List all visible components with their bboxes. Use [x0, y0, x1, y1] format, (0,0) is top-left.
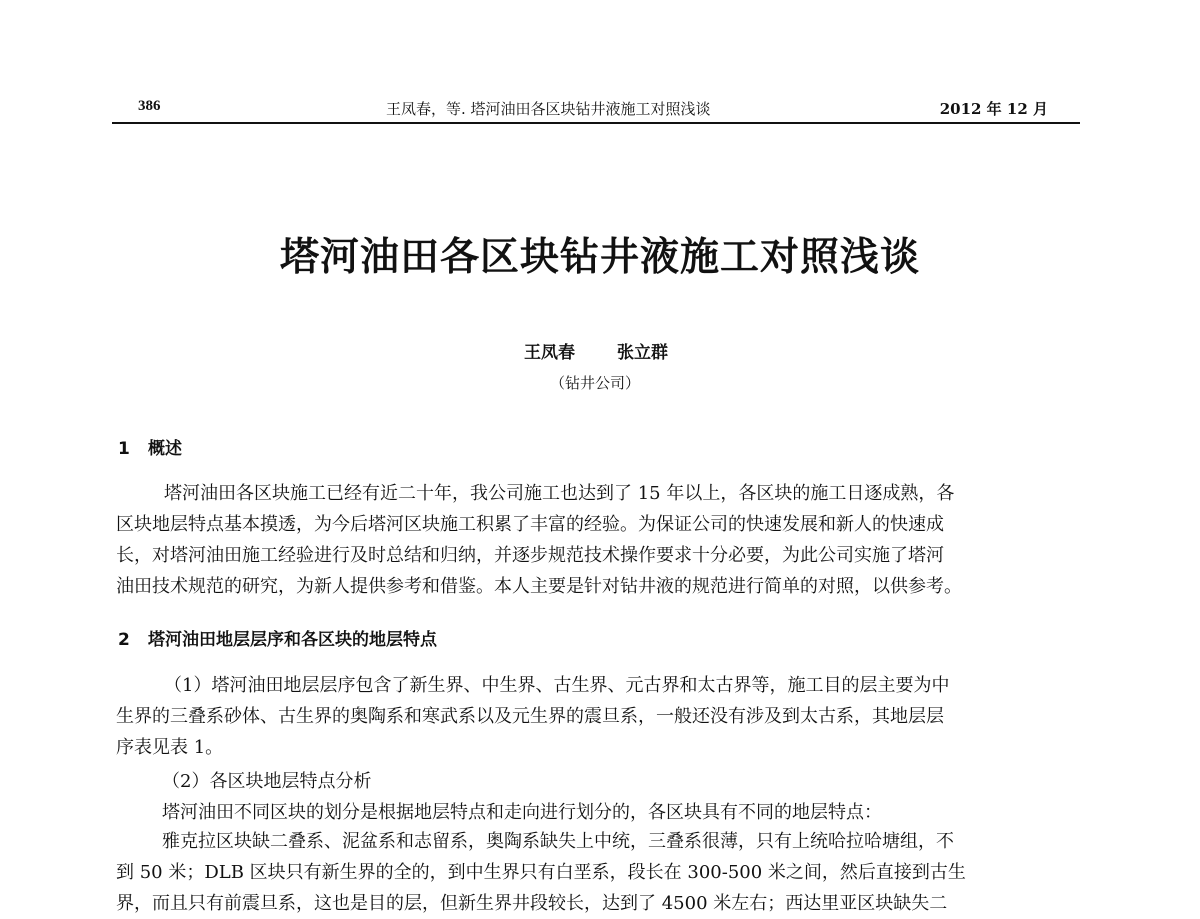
subsection-heading: （2）各区块地层特点分析 [162, 771, 372, 792]
paper-title: 塔河油田各区块钻井液施工对照浅谈 [279, 235, 920, 280]
page-number: 386 [138, 98, 161, 114]
author-name: 王凤春 [524, 343, 576, 363]
text-line: 生界的三叠系砂体、古生界的奥陶系和寒武系以及元生界的震旦系，一般还没有涉及到太古系，其地层层 [116, 706, 944, 727]
paragraph-strata-sequence [116, 670, 1082, 763]
text-line: 序表见表 1。 [116, 737, 224, 758]
section-number: 2 [118, 630, 130, 650]
text-line: （1）塔河油田地层层序包含了新生界、中生界、古生界、元古界和太古界等，施工目的层主要为中 [164, 675, 950, 696]
author-list [0, 338, 1192, 363]
text-line: 区块地层特点基本摸透，为今后塔河区块施工积累了丰富的经验。为保证公司的快速发展和新人的快速成 [116, 514, 944, 535]
text-line: 塔河油田各区块施工已经有近二十年，我公司施工也达到了 15 年以上，各区块的施工日逐成熟，各 [164, 483, 955, 504]
paragraph-block-division: 塔河油田不同区块的划分是根据地层特点和走向进行划分的，各区块具有不同的地层特点： [162, 802, 882, 823]
section-title: 塔河油田地层层序和各区块的地层特点 [148, 630, 437, 650]
running-header [112, 96, 1080, 124]
section-heading-1 [118, 434, 182, 459]
text-line: 油田技术规范的研究，为新人提供参考和借鉴。本人主要是针对钻井液的规范进行简单的对照，以供参考。 [116, 576, 962, 597]
paragraph-block-features [116, 826, 1082, 919]
issue-date: 2012 年 12 月 [939, 100, 1048, 118]
section-heading-2 [118, 625, 437, 650]
text-line: 界，而且只有前震旦系，这也是目的层，但新生界井段较长，达到了 4500 米左右；西达里亚区块缺失二 [116, 893, 948, 914]
section-title: 概述 [148, 439, 182, 459]
paragraph-overview [116, 478, 1082, 602]
affiliation: （钻井公司） [549, 374, 640, 392]
text-line: 长，对塔河油田施工经验进行及时总结和归纳，并逐步规范技术操作要求十分必要，为此公司实施了塔河 [116, 545, 944, 566]
author-name: 张立群 [616, 343, 668, 363]
section-number: 1 [118, 439, 130, 459]
text-line: 雅克拉区块缺二叠系、泥盆系和志留系，奥陶系缺失上中统，三叠系很薄，只有上统哈拉哈塘组，不 [162, 831, 954, 852]
text-line: 到 50 米；DLB 区块只有新生界的全的，到中生界只有白垩系，段长在 300-500 米之间，然后直接到古生 [116, 862, 966, 883]
running-title: 王凤春，等. 塔河油田各区块钻井液施工对照浅谈 [386, 100, 711, 118]
